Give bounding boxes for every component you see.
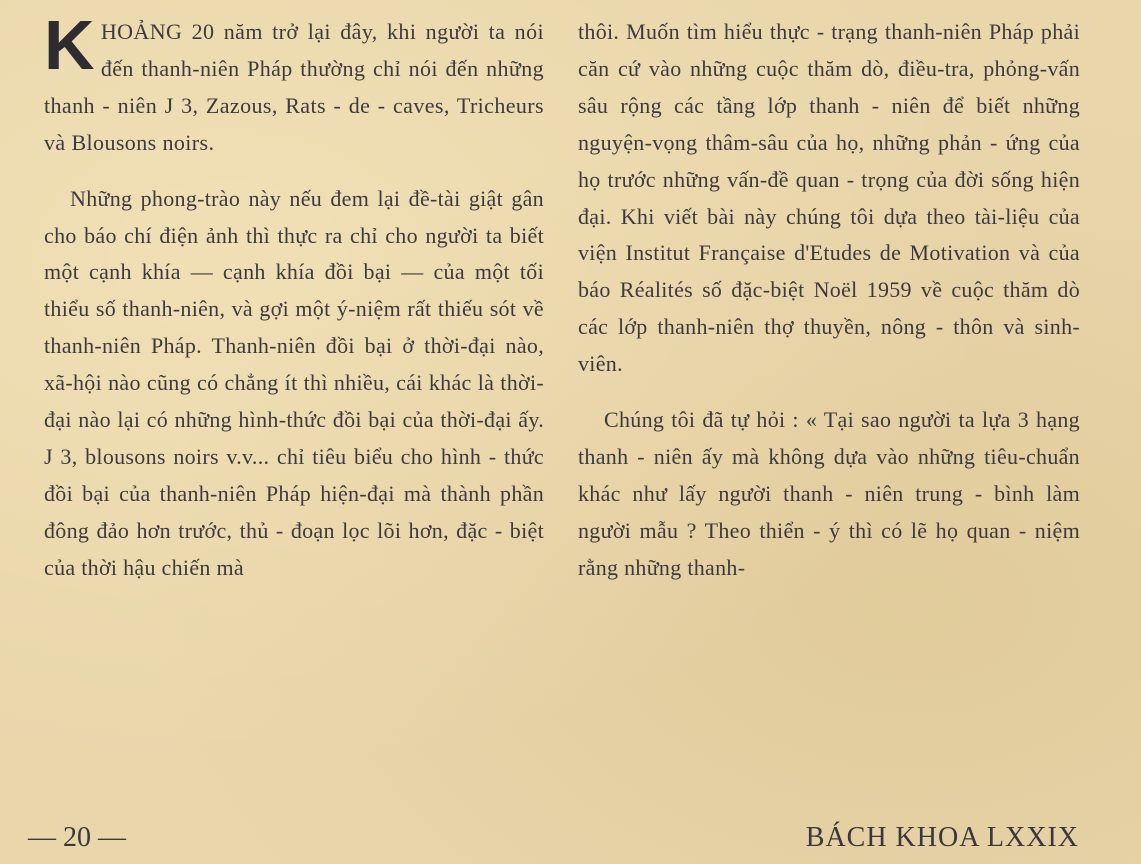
page-number: — 20 — [28,822,126,853]
paragraph-intro [44,6,544,162]
right-column [578,14,1080,587]
journal-title: BÁCH KHOA LXXIX [805,822,1079,853]
paragraph-question: Chúng tôi đã tự hỏi : « Tại sao người ta lựa 3 hạng thanh - niên ấy mà không dựa vào những tiêu-chuẩn khác như lấy người thanh - niên trung - bình làm người mẫu ? Theo thiển - ý thì có lẽ họ quan - niệm rằng những thanh- [578,407,1080,580]
paragraph-movements: Những phong-trào này nếu đem lại đề-tài giật gân cho báo chí điện ảnh thì thực ra chỉ cho người ta biết một cạnh khía — cạnh khía đồi bại — của một tối thiểu số thanh-niên, và gợi một ý-niệm rất thiếu sót về thanh-niên Pháp. Thanh-niên đồi bại ở thời-đại nào, xã-hội nào cũng có chẳng ít thì nhiều, cái khác là thời-đại nào lại có những hình-thức đồi bại của thời-đại ấy. J 3, blousons noirs v.v... chỉ tiêu biểu cho hình - thức đồi bại của thanh-niên Pháp hiện-đại mà thành phần đông đảo hơn trước, thủ - đoạn lọc lõi hơn, đặc - biệt của thời hậu chiến mà [44,185,544,580]
left-column [44,6,544,587]
drop-cap: K [44,6,95,84]
paragraph-intro-text: HOẢNG 20 năm trở lại đây, khi người ta nói đến thanh-niên Pháp thường chỉ nói đến những thanh - niên J 3, Zazous, Rats - de - caves, Tricheurs và Blousons noirs. [44,19,544,155]
page-footer [0,822,1141,862]
paragraph-research: thôi. Muốn tìm hiểu thực - trạng thanh-niên Pháp phải căn cứ vào những cuộc thăm dò, điều-tra, phỏng-vấn sâu rộng các tầng lớp thanh - niên để biết những nguyện-vọng thâm-sâu của họ, những phản - ứng của họ trước những vấn-đề quan - trọng của đời sống hiện đại. Khi viết bài này chúng tôi dựa theo tài-liệu của viện Institut Française d'Etudes de Motivation và của báo Réalités số đặc-biệt Noël 1959 về cuộc thăm dò các lớp thanh-niên thợ thuyền, nông - thôn và sinh-viên. [578,19,1080,377]
